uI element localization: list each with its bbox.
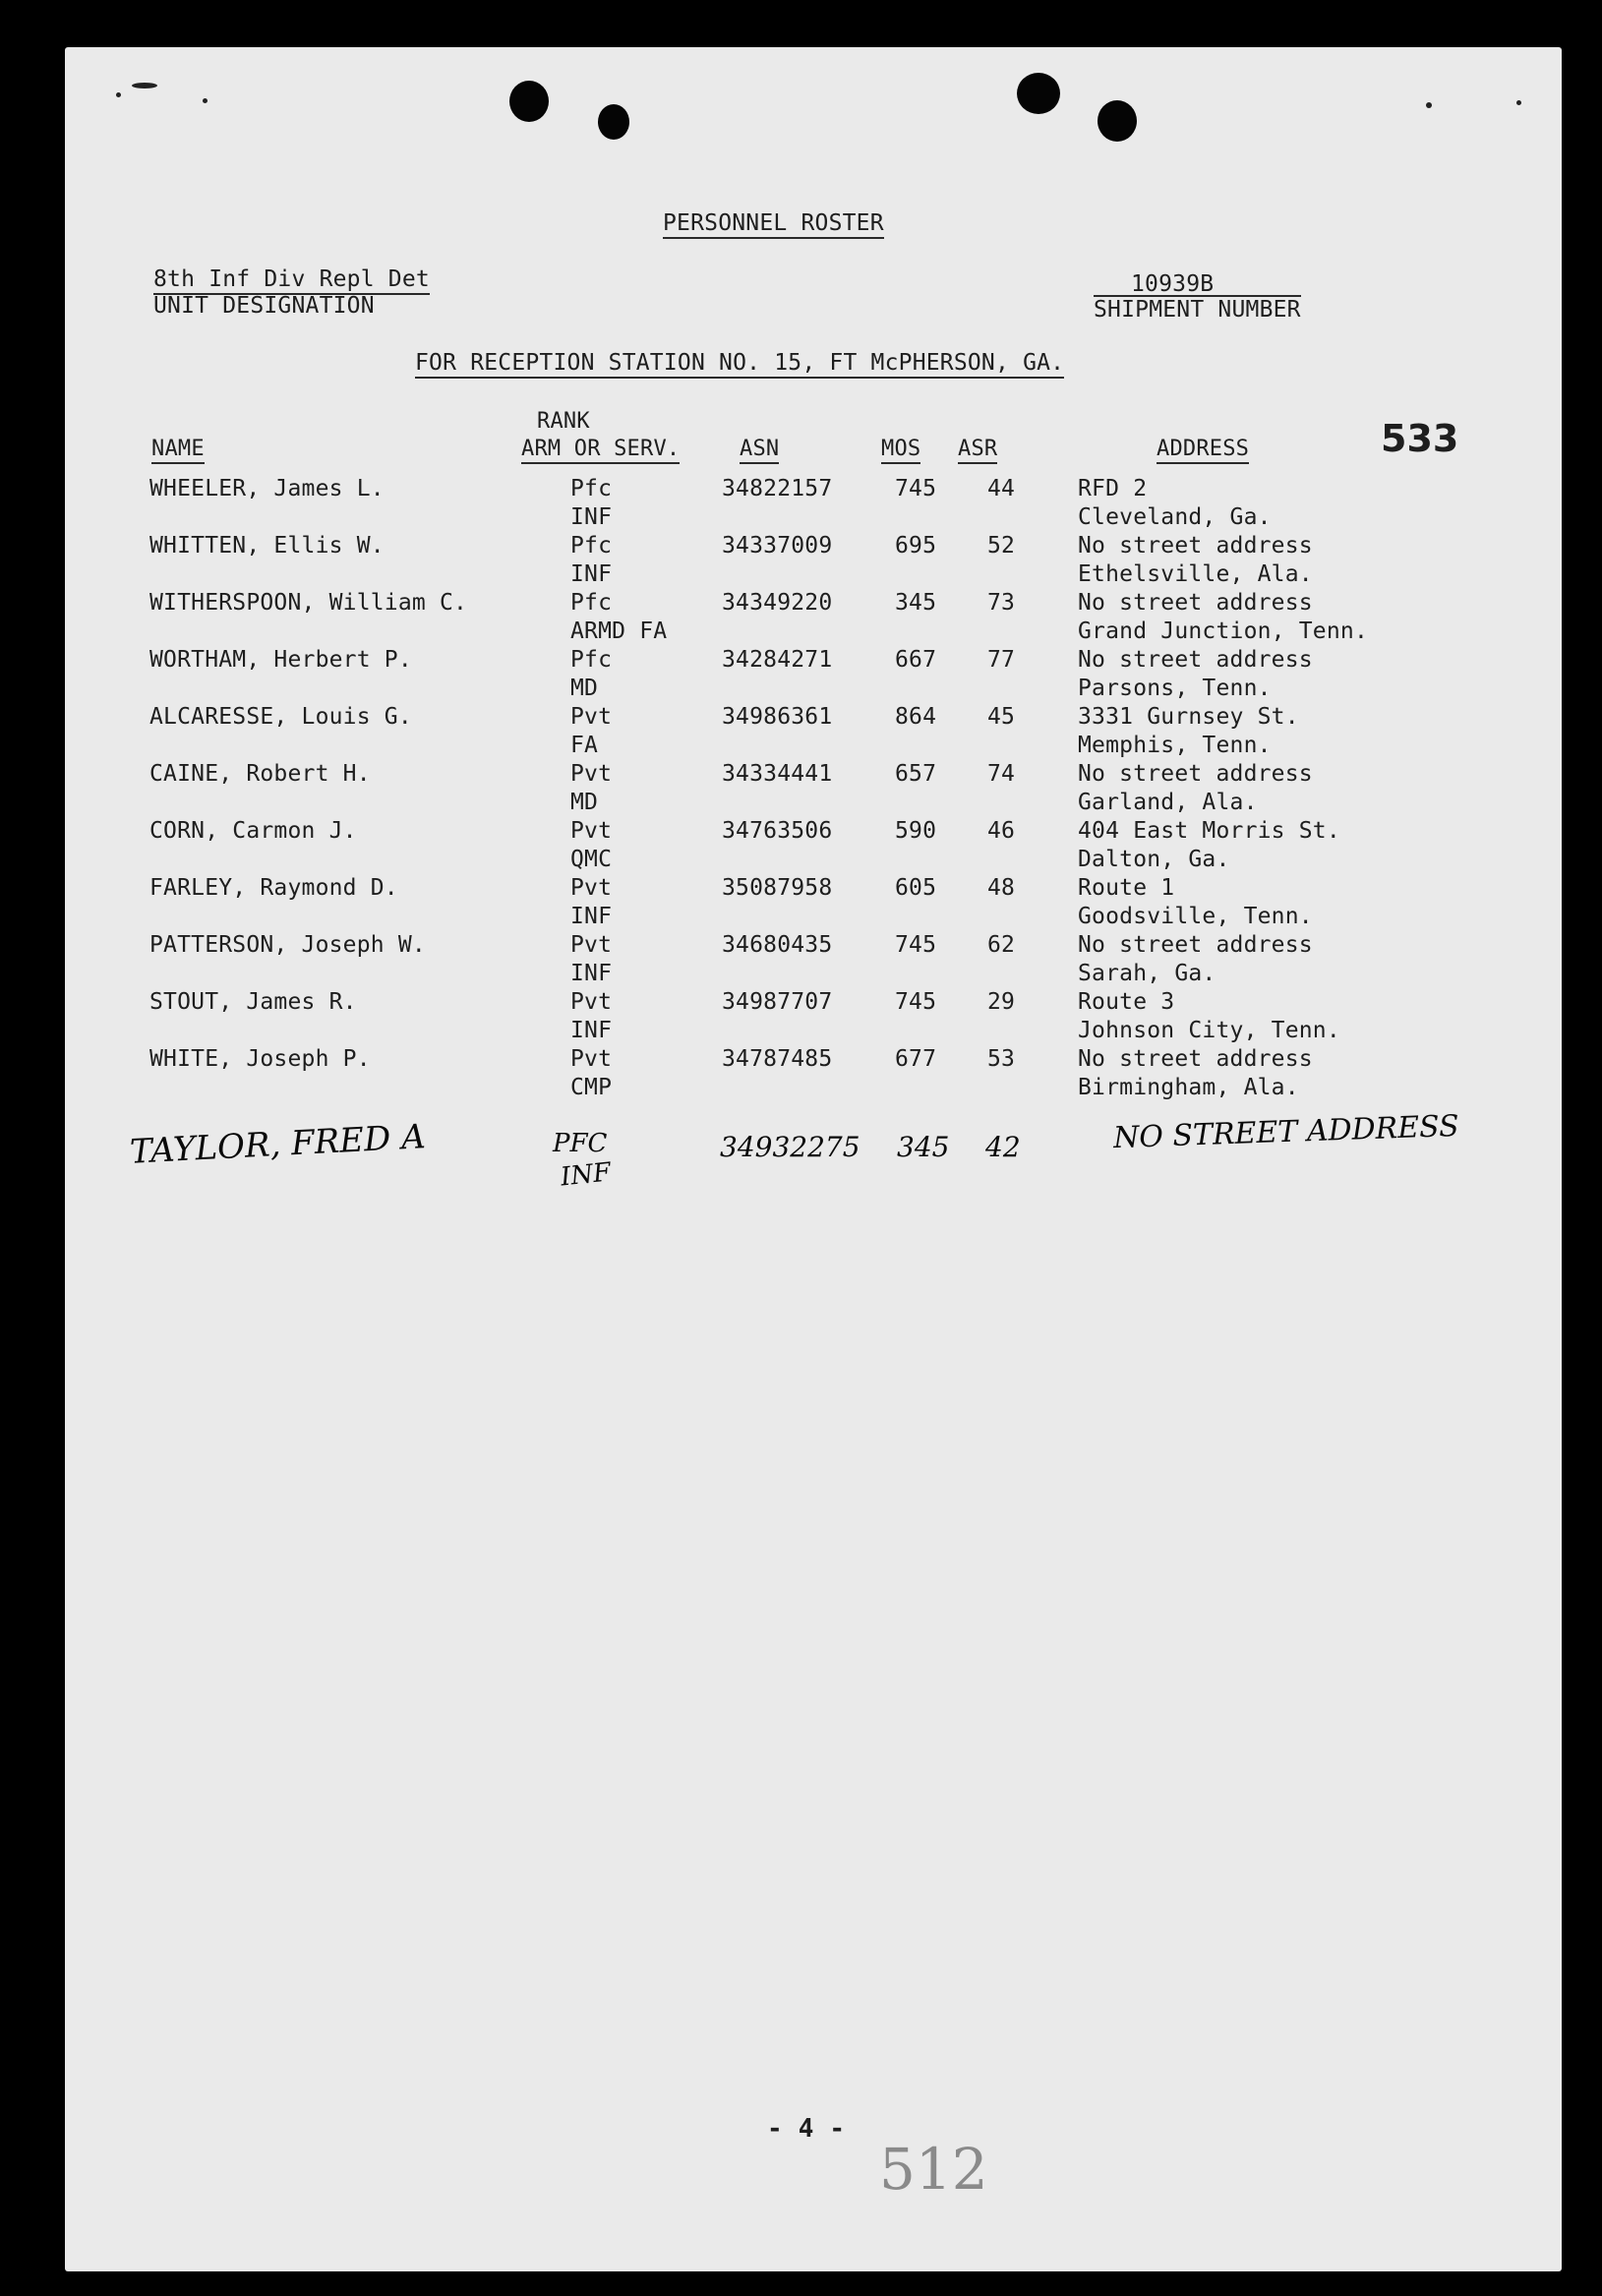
row-serv: MD <box>570 790 599 815</box>
row-name: ALCARESSE, Louis G. <box>149 704 412 730</box>
row-addr1: No street address <box>1078 932 1313 958</box>
row-serv: INF <box>570 561 613 587</box>
row-serv: INF <box>570 904 613 929</box>
row-serv: QMC <box>570 847 613 872</box>
row-asn: 35087958 <box>722 875 833 901</box>
row-asn: 34986361 <box>722 704 833 730</box>
shipment-number-label: SHIPMENT NUMBER <box>1094 297 1301 323</box>
row-addr2: Ethelsville, Ala. <box>1078 561 1313 587</box>
col-header-asn: ASN <box>740 437 779 464</box>
col-header-rank: RANK <box>537 409 590 434</box>
row-mos: 667 <box>895 647 937 673</box>
row-rank: Pvt <box>570 704 613 730</box>
ink-speck <box>203 98 208 103</box>
punch-hole-left-2 <box>598 104 629 140</box>
ink-speck <box>1516 100 1521 105</box>
unit-designation-value: 8th Inf Div Repl Det <box>153 266 430 295</box>
row-asn: 34284271 <box>722 647 833 673</box>
row-mos: 345 <box>895 590 937 616</box>
col-header-name: NAME <box>151 437 205 464</box>
pencil-page-number: 512 <box>879 2136 988 2203</box>
row-mos: 657 <box>895 761 937 787</box>
handwritten-asn: 34932275 <box>720 1131 860 1163</box>
row-name: PATTERSON, Joseph W. <box>149 932 426 958</box>
row-name: FARLEY, Raymond D. <box>149 875 398 901</box>
row-addr1: 3331 Gurnsey St. <box>1078 704 1299 730</box>
row-mos: 677 <box>895 1046 937 1072</box>
row-addr1: 404 East Morris St. <box>1078 818 1340 844</box>
roster-sheet <box>65 47 1562 2271</box>
row-rank: Pfc <box>570 590 613 616</box>
row-asr: 44 <box>987 476 1016 501</box>
row-name: WHEELER, James L. <box>149 476 385 501</box>
row-name: WORTHAM, Herbert P. <box>149 647 412 673</box>
row-mos: 864 <box>895 704 937 730</box>
col-header-mos: MOS <box>881 437 920 464</box>
row-mos: 745 <box>895 989 937 1015</box>
row-addr2: Goodsville, Tenn. <box>1078 904 1313 929</box>
row-addr1: RFD 2 <box>1078 476 1148 501</box>
row-addr2: Parsons, Tenn. <box>1078 676 1272 701</box>
row-name: WITHERSPOON, William C. <box>149 590 468 616</box>
row-asr: 52 <box>987 533 1016 559</box>
row-rank: Pvt <box>570 1046 613 1072</box>
row-asn: 34680435 <box>722 932 833 958</box>
row-name: CAINE, Robert H. <box>149 761 371 787</box>
row-asn: 34787485 <box>722 1046 833 1072</box>
row-serv: INF <box>570 961 613 986</box>
ink-speck <box>1426 102 1432 108</box>
row-addr2: Johnson City, Tenn. <box>1078 1018 1340 1043</box>
handwritten-rank: PFC <box>553 1129 608 1158</box>
row-addr1: No street address <box>1078 590 1313 616</box>
row-serv: INF <box>570 504 613 530</box>
shipment-number-value: 10939B <box>1131 271 1215 297</box>
ink-speck <box>132 83 157 88</box>
row-addr2: Grand Junction, Tenn. <box>1078 618 1368 644</box>
row-addr2: Garland, Ala. <box>1078 790 1258 815</box>
row-addr2: Memphis, Tenn. <box>1078 733 1272 758</box>
punch-hole-left-1 <box>509 81 549 122</box>
row-serv: MD <box>570 676 599 701</box>
row-asn: 34822157 <box>722 476 833 501</box>
row-addr2: Birmingham, Ala. <box>1078 1075 1299 1100</box>
row-name: WHITE, Joseph P. <box>149 1046 371 1072</box>
col-header-asr: ASR <box>958 437 997 464</box>
row-addr1: Route 1 <box>1078 875 1175 901</box>
punch-hole-right-1 <box>1017 73 1060 114</box>
row-addr1: No street address <box>1078 647 1313 673</box>
row-addr1: No street address <box>1078 761 1313 787</box>
row-asr: 45 <box>987 704 1016 730</box>
row-rank: Pfc <box>570 647 613 673</box>
row-addr1: No street address <box>1078 533 1313 559</box>
row-mos: 745 <box>895 932 937 958</box>
row-asr: 77 <box>987 647 1016 673</box>
punch-hole-right-2 <box>1098 100 1137 142</box>
row-addr2: Sarah, Ga. <box>1078 961 1216 986</box>
row-name: CORN, Carmon J. <box>149 818 357 844</box>
row-rank: Pvt <box>570 875 613 901</box>
row-rank: Pvt <box>570 761 613 787</box>
page-stamp: 533 <box>1381 417 1459 460</box>
roster-title: PERSONNEL ROSTER <box>663 210 884 239</box>
row-addr1: Route 3 <box>1078 989 1175 1015</box>
row-name: STOUT, James R. <box>149 989 357 1015</box>
row-asn: 34334441 <box>722 761 833 787</box>
destination-line: FOR RECEPTION STATION NO. 15, FT McPHERSON, GA. <box>415 350 1064 379</box>
row-mos: 745 <box>895 476 937 501</box>
row-asn: 34987707 <box>722 989 833 1015</box>
row-asn: 34349220 <box>722 590 833 616</box>
row-asr: 53 <box>987 1046 1016 1072</box>
row-asr: 48 <box>987 875 1016 901</box>
handwritten-serv: INF <box>559 1157 613 1193</box>
row-rank: Pvt <box>570 932 613 958</box>
row-addr1: No street address <box>1078 1046 1313 1072</box>
row-addr2: Dalton, Ga. <box>1078 847 1230 872</box>
row-serv: INF <box>570 1018 613 1043</box>
unit-designation-label: UNIT DESIGNATION <box>153 293 375 319</box>
row-asr: 73 <box>987 590 1016 616</box>
handwritten-asr: 42 <box>985 1131 1021 1163</box>
row-addr2: Cleveland, Ga. <box>1078 504 1272 530</box>
col-header-arm-or-serv: ARM OR SERV. <box>521 437 680 464</box>
row-asr: 29 <box>987 989 1016 1015</box>
row-rank: Pvt <box>570 989 613 1015</box>
row-serv: ARMD FA <box>570 618 668 644</box>
row-serv: FA <box>570 733 599 758</box>
handwritten-address: NO STREET ADDRESS <box>1112 1108 1460 1156</box>
row-asr: 74 <box>987 761 1016 787</box>
row-name: WHITTEN, Ellis W. <box>149 533 385 559</box>
row-mos: 590 <box>895 818 937 844</box>
handwritten-name: TAYLOR, FRED A <box>129 1117 427 1172</box>
row-asn: 34763506 <box>722 818 833 844</box>
page-number: - 4 - <box>767 2114 846 2144</box>
row-mos: 695 <box>895 533 937 559</box>
row-serv: CMP <box>570 1075 613 1100</box>
row-rank: Pfc <box>570 476 613 501</box>
handwritten-mos: 345 <box>897 1131 950 1163</box>
row-asn: 34337009 <box>722 533 833 559</box>
col-header-address: ADDRESS <box>1157 437 1249 464</box>
row-rank: Pfc <box>570 533 613 559</box>
row-asr: 46 <box>987 818 1016 844</box>
row-mos: 605 <box>895 875 937 901</box>
row-rank: Pvt <box>570 818 613 844</box>
ink-speck <box>116 92 121 97</box>
row-asr: 62 <box>987 932 1016 958</box>
